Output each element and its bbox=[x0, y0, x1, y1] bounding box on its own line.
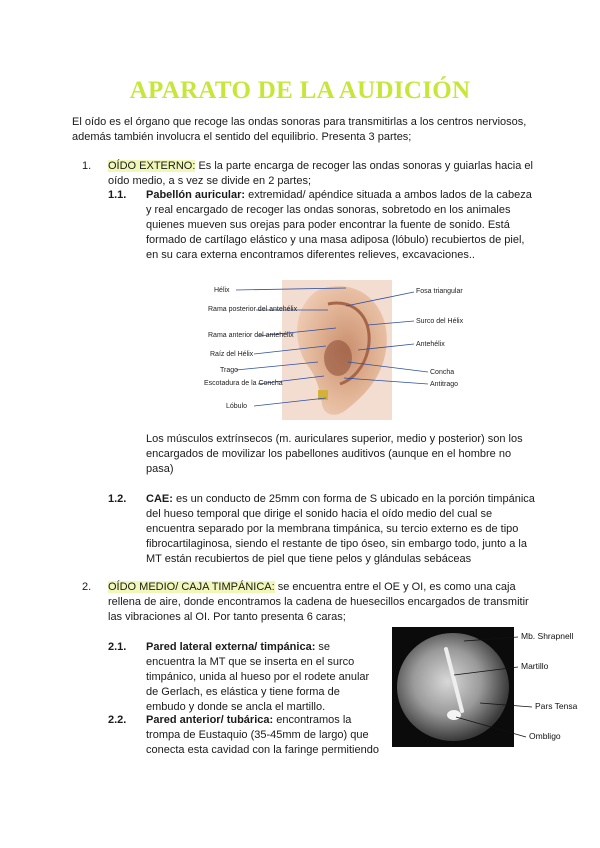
umbo-light-reflex bbox=[447, 710, 461, 720]
label-umbo: Ombligo bbox=[529, 731, 561, 741]
section-2-number: 2. bbox=[82, 581, 92, 593]
section-1-1-text: extremidad/ apéndice situada a ambos lados de la cabeza y real encargado de recoger las ondas sonoras, sobretodo en los animales quienes mueven sus orejas para poder encontrar la fuente de sonido. Está formado de cartílago elástico y una masa adiposa (lóbulo) recubiertos de piel, en su cara externa encontramos diferentes relieves, excavaciones.. bbox=[146, 189, 532, 261]
label-antihelix: Antehélix bbox=[416, 341, 445, 348]
section-1-text: Es la parte encarga de recoger las ondas sonoras y guiarlas hacia el oído medio, a s vez se divide en 2 partes; bbox=[108, 160, 533, 187]
section-1-paragraph bbox=[108, 159, 540, 189]
section-2-text: se encuentra entre el OE y OI, es como una caja rellena de aire, donde encontramos la cadena de huesecillos encargados de transmitir las vibraciones al OI. Por tanto presenta 6 caras; bbox=[108, 581, 529, 623]
section-1-2-text: es un conducto de 25mm con forma de S ubicado en la porción timpánica del hueso temporal que dirige el sonido hacia el oído medio del cual se encuentra separado por la membrana timpánica, su tercio externo es de tipo fibrocartilaginosa, siendo el restante de tipo óseo, sin embargo todo, junto a la MT están recubiertos de piel que tiene pelos y glándulas sebáceas bbox=[146, 493, 535, 565]
section-1-number: 1. bbox=[82, 160, 92, 172]
section-2-2-paragraph bbox=[146, 713, 386, 758]
section-2-1-number: 2.1. bbox=[108, 641, 127, 653]
ear-concha bbox=[324, 340, 352, 376]
section-1-2-heading: CAE: bbox=[146, 493, 173, 505]
page-title: APARATO DE LA AUDICIÓN bbox=[129, 77, 471, 104]
label-helix: Hélix bbox=[214, 287, 230, 294]
section-2-2-text: encontramos la trompa de Eustaquio (35-45mm de largo) que conecta esta cavidad con la faringe permitiendo bbox=[146, 714, 379, 756]
section-2-2-number: 2.2. bbox=[108, 714, 127, 726]
section-2-1-text: se encuentra la MT que se inserta en el surco timpánico, unida al hueso por el rodete anular de Gerlach, es elástica y tiene forma de embudo y donde se ancla el martillo. bbox=[146, 641, 370, 713]
label-tragus: Trago bbox=[220, 367, 239, 374]
tympanic-membrane bbox=[397, 633, 509, 741]
tympanic-membrane-figure bbox=[392, 627, 592, 747]
section-2-2-heading: Pared anterior/ tubárica: bbox=[146, 714, 274, 726]
section-2-1-heading: Pared lateral externa/ timpánica: bbox=[146, 641, 316, 653]
section-1-1-heading: Pabellón auricular: bbox=[146, 189, 246, 201]
label-pars-tensa: Pars Tensa bbox=[535, 701, 578, 711]
section-1-2-paragraph bbox=[146, 492, 536, 567]
label-triangular-fossa: Fosa triangular bbox=[416, 288, 463, 295]
label-shrapnell: Mb. Shrapnell bbox=[521, 631, 574, 641]
label-posterior-antihelix: Rama posterior del antehélix bbox=[208, 306, 298, 313]
muscles-paragraph: Los músculos extrínsecos (m. auriculares superior, medio y posterior) son los encargados de movilizar los pabellones auditivos (aunque en el hombre no pasa) bbox=[146, 433, 523, 475]
section-2-heading: OÍDO MEDIO/ CAJA TIMPÁNICA: bbox=[108, 581, 275, 593]
section-1-heading: OÍDO EXTERNO: bbox=[108, 160, 196, 172]
label-concha-notch: Escotadura de la Concha bbox=[204, 380, 283, 387]
label-malleus: Martillo bbox=[521, 661, 549, 671]
section-2-1-paragraph bbox=[146, 640, 380, 715]
label-helix-groove: Surco del Hélix bbox=[416, 318, 464, 325]
label-antitragus: Antitrago bbox=[430, 381, 459, 388]
label-anterior-antihelix: Rama anterior del antehélix bbox=[208, 332, 294, 339]
section-1-2-number: 1.2. bbox=[108, 493, 127, 505]
label-helix-root: Raíz del Hélix bbox=[210, 351, 254, 358]
section-1-1-number: 1.1. bbox=[108, 189, 127, 201]
section-1-1-paragraph bbox=[146, 188, 532, 263]
intro-paragraph: El oído es el órgano que recoge las ondas sonoras para transmitirlas a los centros nerviosos, además también involucra el sentido del equilibrio. Presenta 3 partes; bbox=[72, 116, 527, 143]
label-lobule: Lóbulo bbox=[226, 403, 248, 410]
ear-anatomy-figure bbox=[196, 280, 476, 420]
section-2-paragraph bbox=[108, 580, 534, 625]
label-concha: Concha bbox=[430, 369, 455, 376]
